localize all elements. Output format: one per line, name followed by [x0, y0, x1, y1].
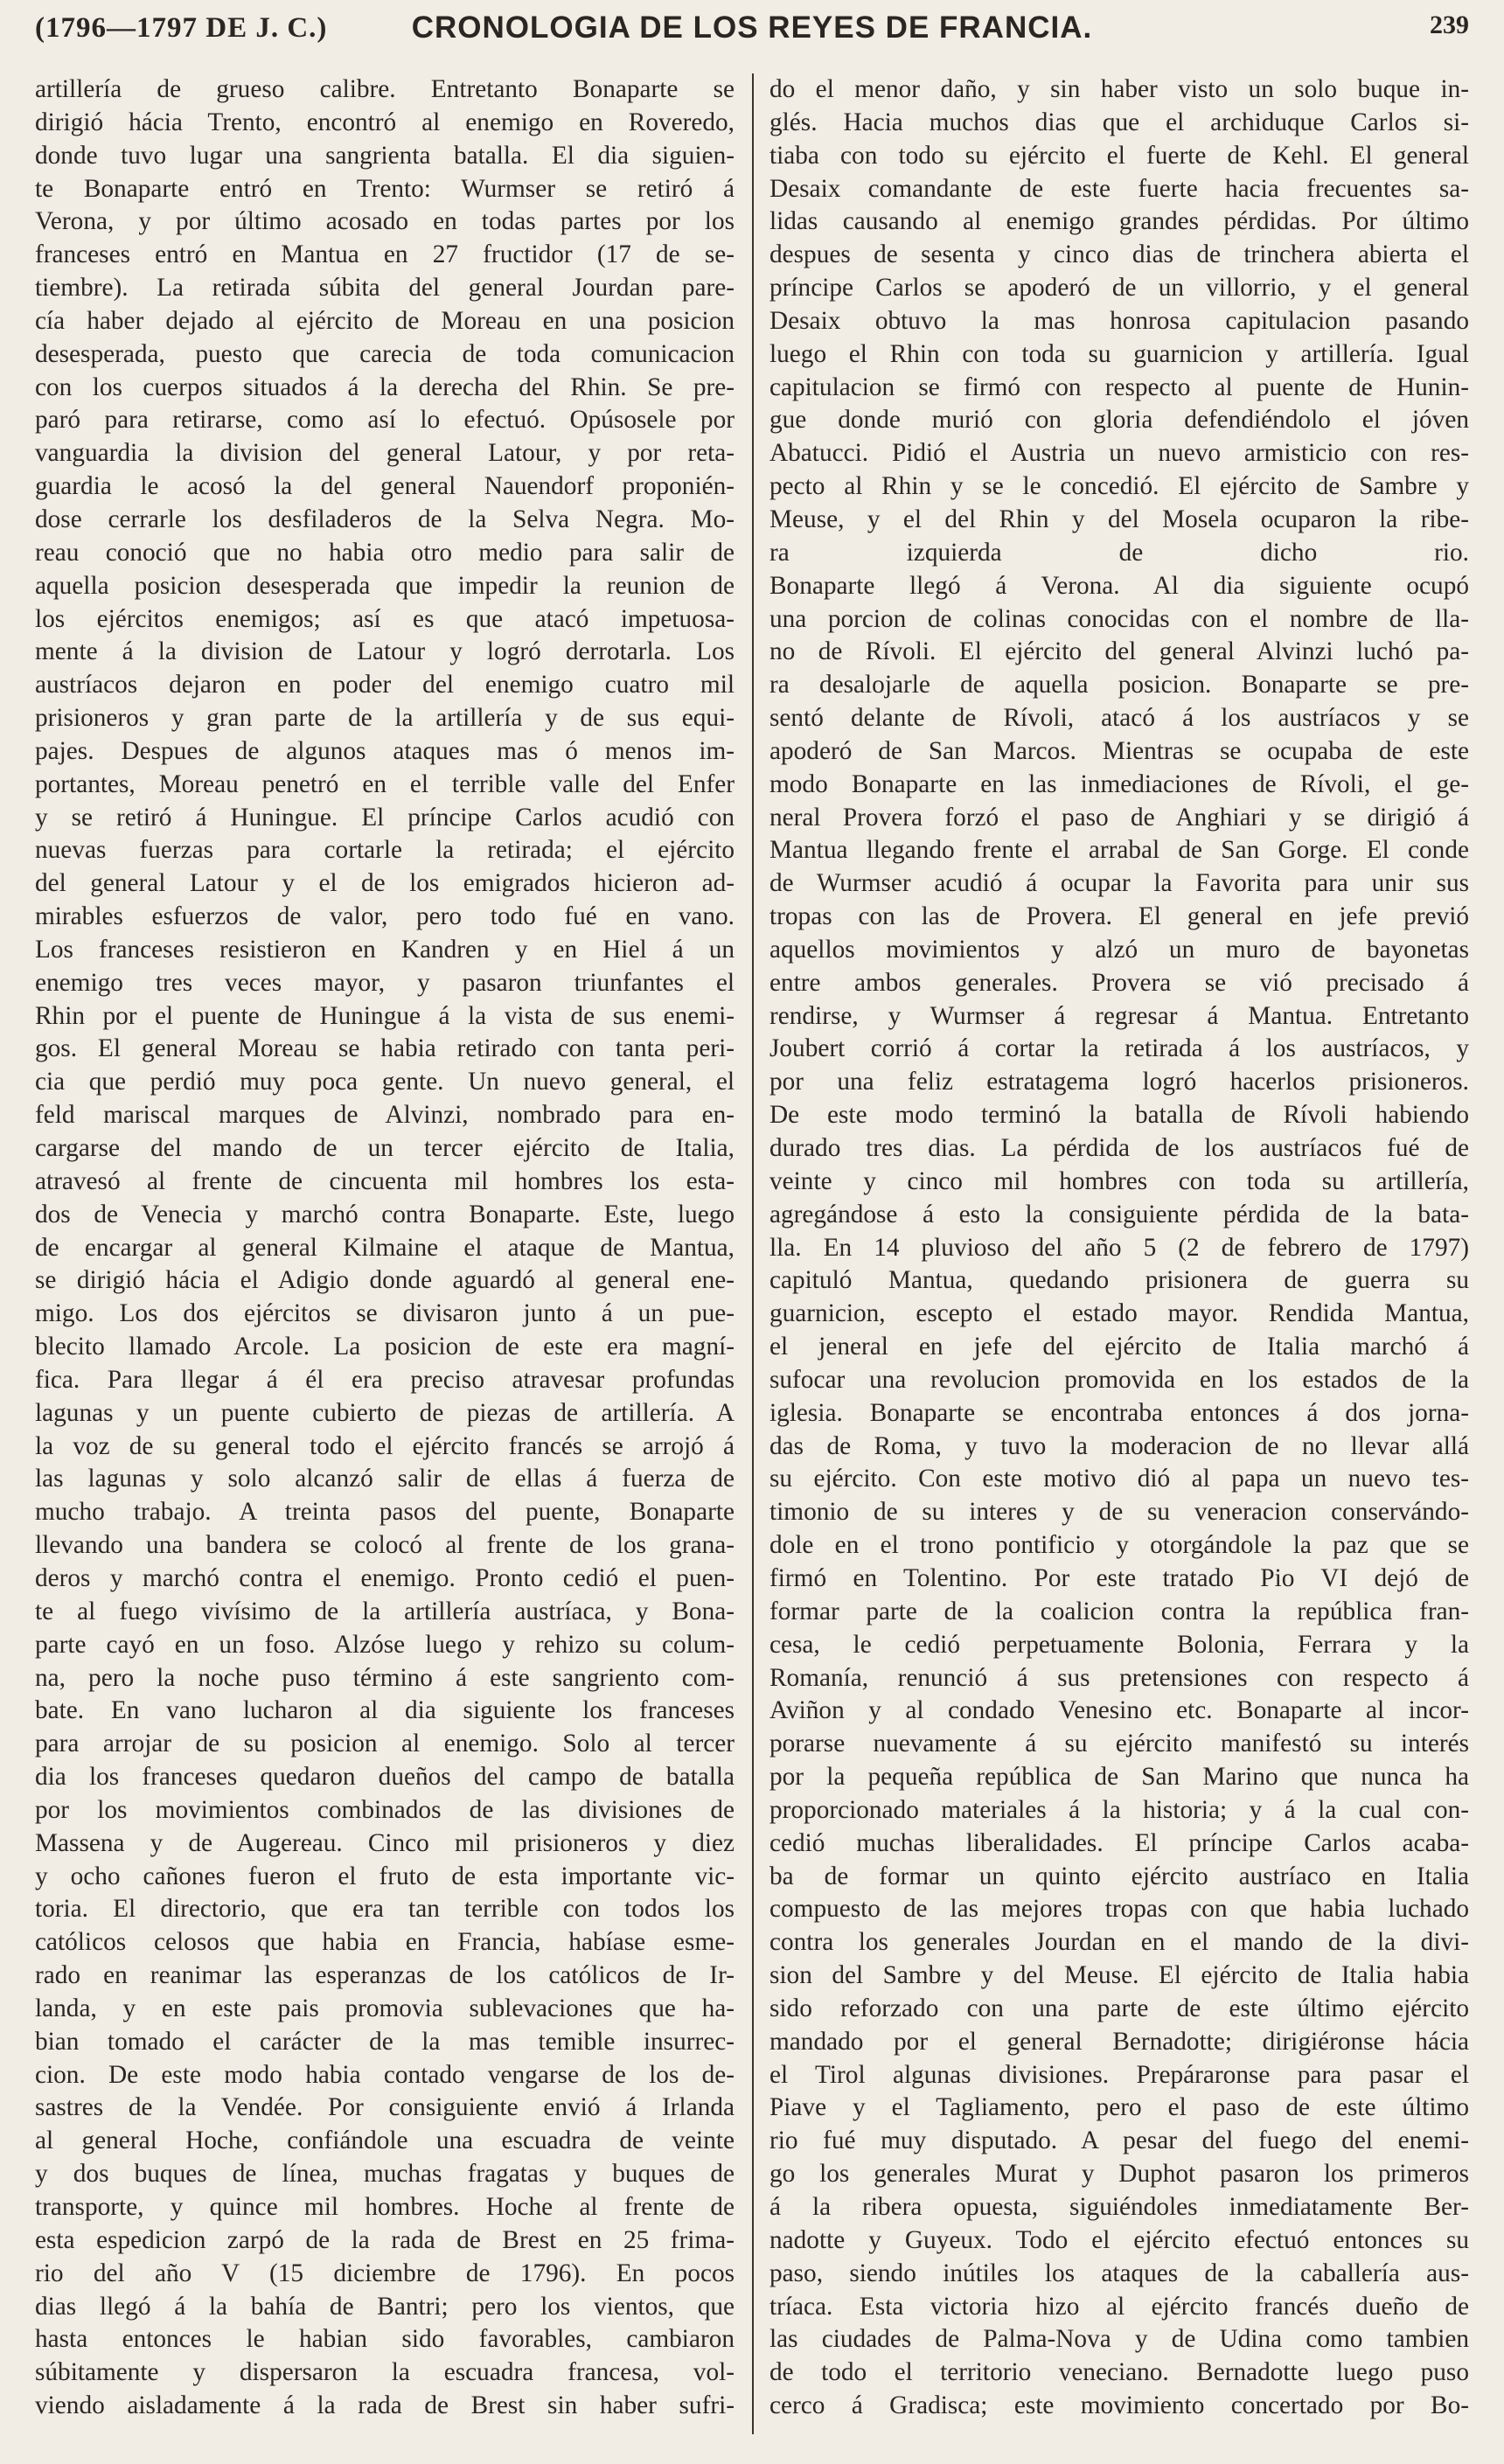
text-line: Los franceses resistieron en Kandren y en Hiel á un	[35, 935, 735, 964]
text-line: deros y marchó contra el enemigo. Pronto cedió el puen-	[35, 1563, 735, 1592]
text-line: las lagunas y solo alcanzó salir de ellas á fuerza de	[35, 1465, 735, 1493]
text-line: cesa, le cedió perpetuamente Bolonia, Ferrara y la	[769, 1630, 1469, 1659]
text-line: neral Provera forzó el paso de Anghiari y se dirigió á	[769, 803, 1469, 832]
text-line: por la pequeña república de San Marino que nunca ha	[769, 1763, 1469, 1792]
text-line: de Wurmser acudió á ocupar la Favorita para unir sus	[769, 869, 1469, 898]
text-line: Piave y el Tagliamento, pero el paso de este último	[769, 2093, 1469, 2122]
text-line: toria. El directorio, que era tan terrible con todos los	[35, 1895, 735, 1924]
text-line: dirigió hácia Trento, encontró al enemigo en Roveredo,	[35, 108, 735, 136]
text-line: reau conoció que no habia otro medio para salir de	[35, 538, 735, 567]
text-line: guardia le acosó la del general Nauendorf proponién-	[35, 472, 735, 501]
text-line: iglesia. Bonaparte se encontraba entonces á dos jorna-	[769, 1398, 1469, 1427]
text-line: luego el Rhin con toda su guarnicion y artillería. Igual	[769, 339, 1469, 368]
text-line: mirables esfuerzos de valor, pero todo fué en vano.	[35, 902, 735, 931]
text-line: despues de sesenta y cinco dias de trinchera abierta el	[769, 240, 1469, 269]
text-line: una porcion de colinas conocidas con el nombre de lla-	[769, 604, 1469, 633]
text-line: parte cayó en un foso. Alzóse luego y rehizo su colum-	[35, 1630, 735, 1659]
text-line: y ocho cañones fueron el fruto de esta importante vic-	[35, 1862, 735, 1890]
text-line: artillería de grueso calibre. Entretanto Bonaparte se	[35, 75, 735, 103]
text-line: landa, y en este pais promovia sublevaciones que ha-	[35, 1994, 735, 2022]
text-line: nuevas fuerzas para cortarle la retirada; el ejército	[35, 836, 735, 865]
text-line: durado tres dias. La pérdida de los austríacos fué de	[769, 1134, 1469, 1162]
text-line: el jeneral en jefe del ejército de Italia marchó á	[769, 1333, 1469, 1361]
text-line: proporcionado materiales á la historia; y á la cual con-	[769, 1795, 1469, 1824]
text-line: no de Rívoli. El ejército del general Alvinzi luchó pa-	[769, 637, 1469, 666]
text-line: ra desalojarle de aquella posicion. Bonaparte se pre-	[769, 671, 1469, 700]
text-line: viendo aisladamente á la rada de Brest sin haber sufri-	[35, 2391, 735, 2420]
text-line: Aviñon y al condado Venesino etc. Bonaparte al incor-	[769, 1696, 1469, 1725]
text-line: aquellos movimientos y alzó un muro de bayonetas	[769, 935, 1469, 964]
text-line: Joubert corrió á cortar la retirada á los austríacos, y	[769, 1034, 1469, 1063]
right-column	[769, 73, 1469, 2447]
text-line: dias llegó á la bahía de Bantri; pero los vientos, que	[35, 2292, 735, 2321]
text-line: mandado por el general Bernadotte; dirigiéronse hácia	[769, 2027, 1469, 2056]
text-line: go los generales Murat y Duphot pasaron los primeros	[769, 2160, 1469, 2189]
text-line: nadotte y Guyeux. Todo el ejército efectuó entonces su	[769, 2225, 1469, 2254]
text-line: vanguardia la division del general Latour, y por reta-	[35, 439, 735, 468]
text-line: lla. En 14 pluvioso del año 5 (2 de febrero de 1797)	[769, 1233, 1469, 1262]
text-line: sentó delante de Rívoli, atacó á los austríacos y se	[769, 704, 1469, 733]
text-line: na, pero la noche puso término á este sangriento com-	[35, 1663, 735, 1692]
text-line: rio del año V (15 diciembre de 1796). En pocos	[35, 2259, 735, 2287]
text-line: por una feliz estratagema logró hacerlos prisioneros.	[769, 1068, 1469, 1096]
text-line: tropas con las de Provera. El general en jefe previó	[769, 902, 1469, 931]
text-line: Desaix comandante de este fuerte hacia frecuentes sa-	[769, 174, 1469, 203]
text-line: mente á la division de Latour y logró derrotarla. Los	[35, 637, 735, 666]
text-line: capitulacion se firmó con respecto al puente de Hunin-	[769, 372, 1469, 401]
text-line: guarnicion, escepto el estado mayor. Rendida Mantua,	[769, 1299, 1469, 1328]
text-line: con los cuerpos situados á la derecha del Rhin. Se pre-	[35, 372, 735, 401]
text-line: de todo el territorio veneciano. Bernadotte luego puso	[769, 2358, 1469, 2387]
text-line: De este modo terminó la batalla de Rívoli habiendo	[769, 1101, 1469, 1130]
text-line: tiaba con todo su ejército el fuerte de Kehl. El general	[769, 141, 1469, 170]
text-line: contra los generales Jourdan en el mando de la divi-	[769, 1928, 1469, 1957]
text-line: veinte y cinco mil hombres con toda su artillería,	[769, 1166, 1469, 1195]
text-line: ba de formar un quinto ejército austríaco en Italia	[769, 1862, 1469, 1890]
text-line: transporte, y quince mil hombres. Hoche al frente de	[35, 2193, 735, 2221]
text-line: das de Roma, y tuvo la moderacion de no llevar allá	[769, 1431, 1469, 1460]
text-line: Romanía, renunció á sus pretensiones con respecto á	[769, 1663, 1469, 1692]
text-line: firmó en Tolentino. Por este tratado Pio VI dejó de	[769, 1563, 1469, 1592]
text-line: súbitamente y dispersaron la escuadra francesa, vol-	[35, 2358, 735, 2387]
text-line: sastres de la Vendée. Por consiguiente envió á Irlanda	[35, 2093, 735, 2122]
text-line: te al fuego vivísimo de la artillería austríaca, y Bona-	[35, 1597, 735, 1625]
text-line: cedió muchas liberalidades. El príncipe Carlos acaba-	[769, 1828, 1469, 1857]
text-line: rado en reanimar las esperanzas de los católicos de Ir-	[35, 1961, 735, 1990]
text-line: paso, siendo inútiles los ataques de la caballería aus-	[769, 2259, 1469, 2287]
left-column	[35, 73, 735, 2447]
header-date-range: (1796—1797 DE J. C.)	[35, 12, 328, 44]
text-line: á la ribera opuesta, siguiéndoles inmediatamente Ber-	[769, 2193, 1469, 2221]
text-line: los ejércitos enemigos; así es que atacó impetuosa-	[35, 604, 735, 633]
text-line: lidas causando al enemigo grandes pérdidas. Por último	[769, 207, 1469, 236]
text-line: desesperada, puesto que carecia de toda comunicacion	[35, 339, 735, 368]
text-line: cía haber dejado al ejército de Moreau en una posicion	[35, 306, 735, 335]
text-line: enemigo tres veces mayor, y pasaron triunfantes el	[35, 968, 735, 997]
text-line: donde tuvo lugar una sangrienta batalla. El dia siguien-	[35, 141, 735, 170]
text-line: glés. Hacia muchos dias que el archiduque Carlos si-	[769, 108, 1469, 136]
text-line: cion. De este modo habia contado vengarse de los de-	[35, 2060, 735, 2089]
text-line: austríacos dejaron en poder del enemigo cuatro mil	[35, 671, 735, 700]
text-columns	[35, 73, 1469, 2447]
text-line: del general Latour y el de los emigrados hicieron ad-	[35, 869, 735, 898]
text-line: Rhin por el puente de Huningue á la vista de sus enemi-	[35, 1001, 735, 1030]
text-line: dose cerrarle los desfiladeros de la Selva Negra. Mo-	[35, 505, 735, 533]
text-line: lagunas y un puente cubierto de piezas de artillería. A	[35, 1398, 735, 1427]
text-line: su ejército. Con este motivo dió al papa un nuevo tes-	[769, 1465, 1469, 1493]
text-line: gue donde murió con gloria defendiéndolo el jóven	[769, 406, 1469, 435]
text-line: el Tirol algunas divisiones. Prepáraronse para pasar el	[769, 2060, 1469, 2089]
text-line: por los movimientos combinados de las divisiones de	[35, 1795, 735, 1824]
text-line: timonio de su interes y de su veneracion conservándo-	[769, 1498, 1469, 1527]
text-line: dos de Venecia y marchó contra Bonaparte. Este, luego	[35, 1200, 735, 1229]
text-line: agregándose á esto la consiguiente pérdida de la bata-	[769, 1200, 1469, 1229]
text-line: esta espedicion zarpó de la rada de Brest en 25 frima-	[35, 2225, 735, 2254]
text-line: aquella posicion desesperada que impedir la reunion de	[35, 571, 735, 600]
text-line: las ciudades de Palma-Nova y de Udina como tambien	[769, 2325, 1469, 2354]
text-line: franceses entró en Mantua en 27 fructidor (17 de se-	[35, 240, 735, 269]
text-line: entre ambos generales. Provera se vió precisado á	[769, 968, 1469, 997]
text-line: mucho trabajo. A treinta pasos del puente, Bonaparte	[35, 1498, 735, 1527]
text-line: blecito llamado Arcole. La posicion de este era magní-	[35, 1333, 735, 1361]
text-line: Bonaparte llegó á Verona. Al dia siguiente ocupó	[769, 571, 1469, 600]
text-line: Abatucci. Pidió el Austria un nuevo armisticio con res-	[769, 439, 1469, 468]
text-line: capituló Mantua, quedando prisionera de guerra su	[769, 1266, 1469, 1295]
text-line: se dirigió hácia el Adigio donde aguardó al general ene-	[35, 1266, 735, 1295]
text-line: cargarse del mando de un tercer ejército de Italia,	[35, 1134, 735, 1162]
text-line: tríaca. Esta victoria hizo al ejército francés dueño de	[769, 2292, 1469, 2321]
text-line: llevando una bandera se colocó al frente de los grana-	[35, 1531, 735, 1560]
text-line: Verona, y por último acosado en todas partes por los	[35, 207, 735, 236]
text-line: gos. El general Moreau se habia retirado con tanta peri-	[35, 1034, 735, 1063]
text-line: cerco á Gradisca; este movimiento concertado por Bo-	[769, 2391, 1469, 2420]
text-line: pecto al Rhin y se le concedió. El ejército de Sambre y	[769, 472, 1469, 501]
text-line: prisioneros y gran parte de la artillería y de sus equi-	[35, 704, 735, 733]
text-line: dia los franceses quedaron dueños del campo de batalla	[35, 1763, 735, 1792]
text-line: apoderó de San Marcos. Mientras se ocupaba de este	[769, 736, 1469, 765]
text-line: compuesto de las mejores tropas con que habia luchado	[769, 1895, 1469, 1924]
text-line: fica. Para llegar á él era preciso atravesar profundas	[35, 1365, 735, 1394]
text-line: ra izquierda de dicho rio.	[769, 538, 1469, 567]
text-line: sufocar una revolucion promovida en los estados de la	[769, 1365, 1469, 1394]
text-line: bian tomado el carácter de la mas temible insurrec-	[35, 2027, 735, 2056]
text-line: tiembre). La retirada súbita del general Jourdan pare-	[35, 274, 735, 303]
text-line: porarse nuevamente á su ejército manifestó su interés	[769, 1730, 1469, 1758]
text-line: sido reforzado con una parte de este último ejército	[769, 1994, 1469, 2022]
text-line: católicos celosos que habia en Francia, habíase esme-	[35, 1928, 735, 1957]
text-line: y dos buques de línea, muchas fragatas y buques de	[35, 2160, 735, 2189]
text-line: rio fué muy disputado. A pesar del fuego del enemi-	[769, 2126, 1469, 2155]
text-line: atravesó al frente de cincuenta mil hombres los esta-	[35, 1166, 735, 1195]
text-line: formar parte de la coalicion contra la república fran-	[769, 1597, 1469, 1625]
text-line: paró para retirarse, como así lo efectuó. Opúsosele por	[35, 406, 735, 435]
page-header	[35, 5, 1469, 59]
text-line: migo. Los dos ejércitos se divisaron junto á un pue-	[35, 1299, 735, 1328]
header-title: CRONOLOGIA DE LOS REYES DE FRANCIA.	[411, 10, 1093, 45]
text-line: feld mariscal marques de Alvinzi, nombrado para en-	[35, 1101, 735, 1130]
text-line: Desaix obtuvo la mas honrosa capitulacion pasando	[769, 306, 1469, 335]
page-number: 239	[1430, 10, 1469, 39]
text-line: Massena y de Augereau. Cinco mil prisioneros y diez	[35, 1828, 735, 1857]
text-line: príncipe Carlos se apoderó de un villorrio, y el general	[769, 274, 1469, 303]
text-line: cia que perdió muy poca gente. Un nuevo general, el	[35, 1068, 735, 1096]
text-line: al general Hoche, confiándole una escuadra de veinte	[35, 2126, 735, 2155]
text-line: sion del Sambre y del Meuse. El ejército de Italia habia	[769, 1961, 1469, 1990]
text-line: dole en el trono pontificio y otorgándole la paz que se	[769, 1531, 1469, 1560]
text-line: la voz de su general todo el ejército francés se arrojó á	[35, 1431, 735, 1460]
text-line: modo Bonaparte en las inmediaciones de Rívoli, el ge-	[769, 769, 1469, 798]
text-line: pajes. Despues de algunos ataques mas ó menos im-	[35, 736, 735, 765]
text-line: portantes, Moreau penetró en el terrible valle del Enfer	[35, 769, 735, 798]
text-line: de encargar al general Kilmaine el ataque de Mantua,	[35, 1233, 735, 1262]
text-line: Meuse, y el del Rhin y del Mosela ocuparon la ribe-	[769, 505, 1469, 533]
text-line: do el menor daño, y sin haber visto un solo buque in-	[769, 75, 1469, 103]
text-line: Mantua llegando frente el arrabal de San Gorge. El conde	[769, 836, 1469, 865]
text-line: y se retiró á Huningue. El príncipe Carlos acudió con	[35, 803, 735, 832]
text-line: bate. En vano lucharon al dia siguiente los franceses	[35, 1696, 735, 1725]
text-line: hasta entonces le habian sido favorables, cambiaron	[35, 2325, 735, 2354]
text-line: para arrojar de su posicion al enemigo. Solo al tercer	[35, 1730, 735, 1758]
text-line: te Bonaparte entró en Trento: Wurmser se retiró á	[35, 174, 735, 203]
text-line: rendirse, y Wurmser á regresar á Mantua. Entretanto	[769, 1001, 1469, 1030]
